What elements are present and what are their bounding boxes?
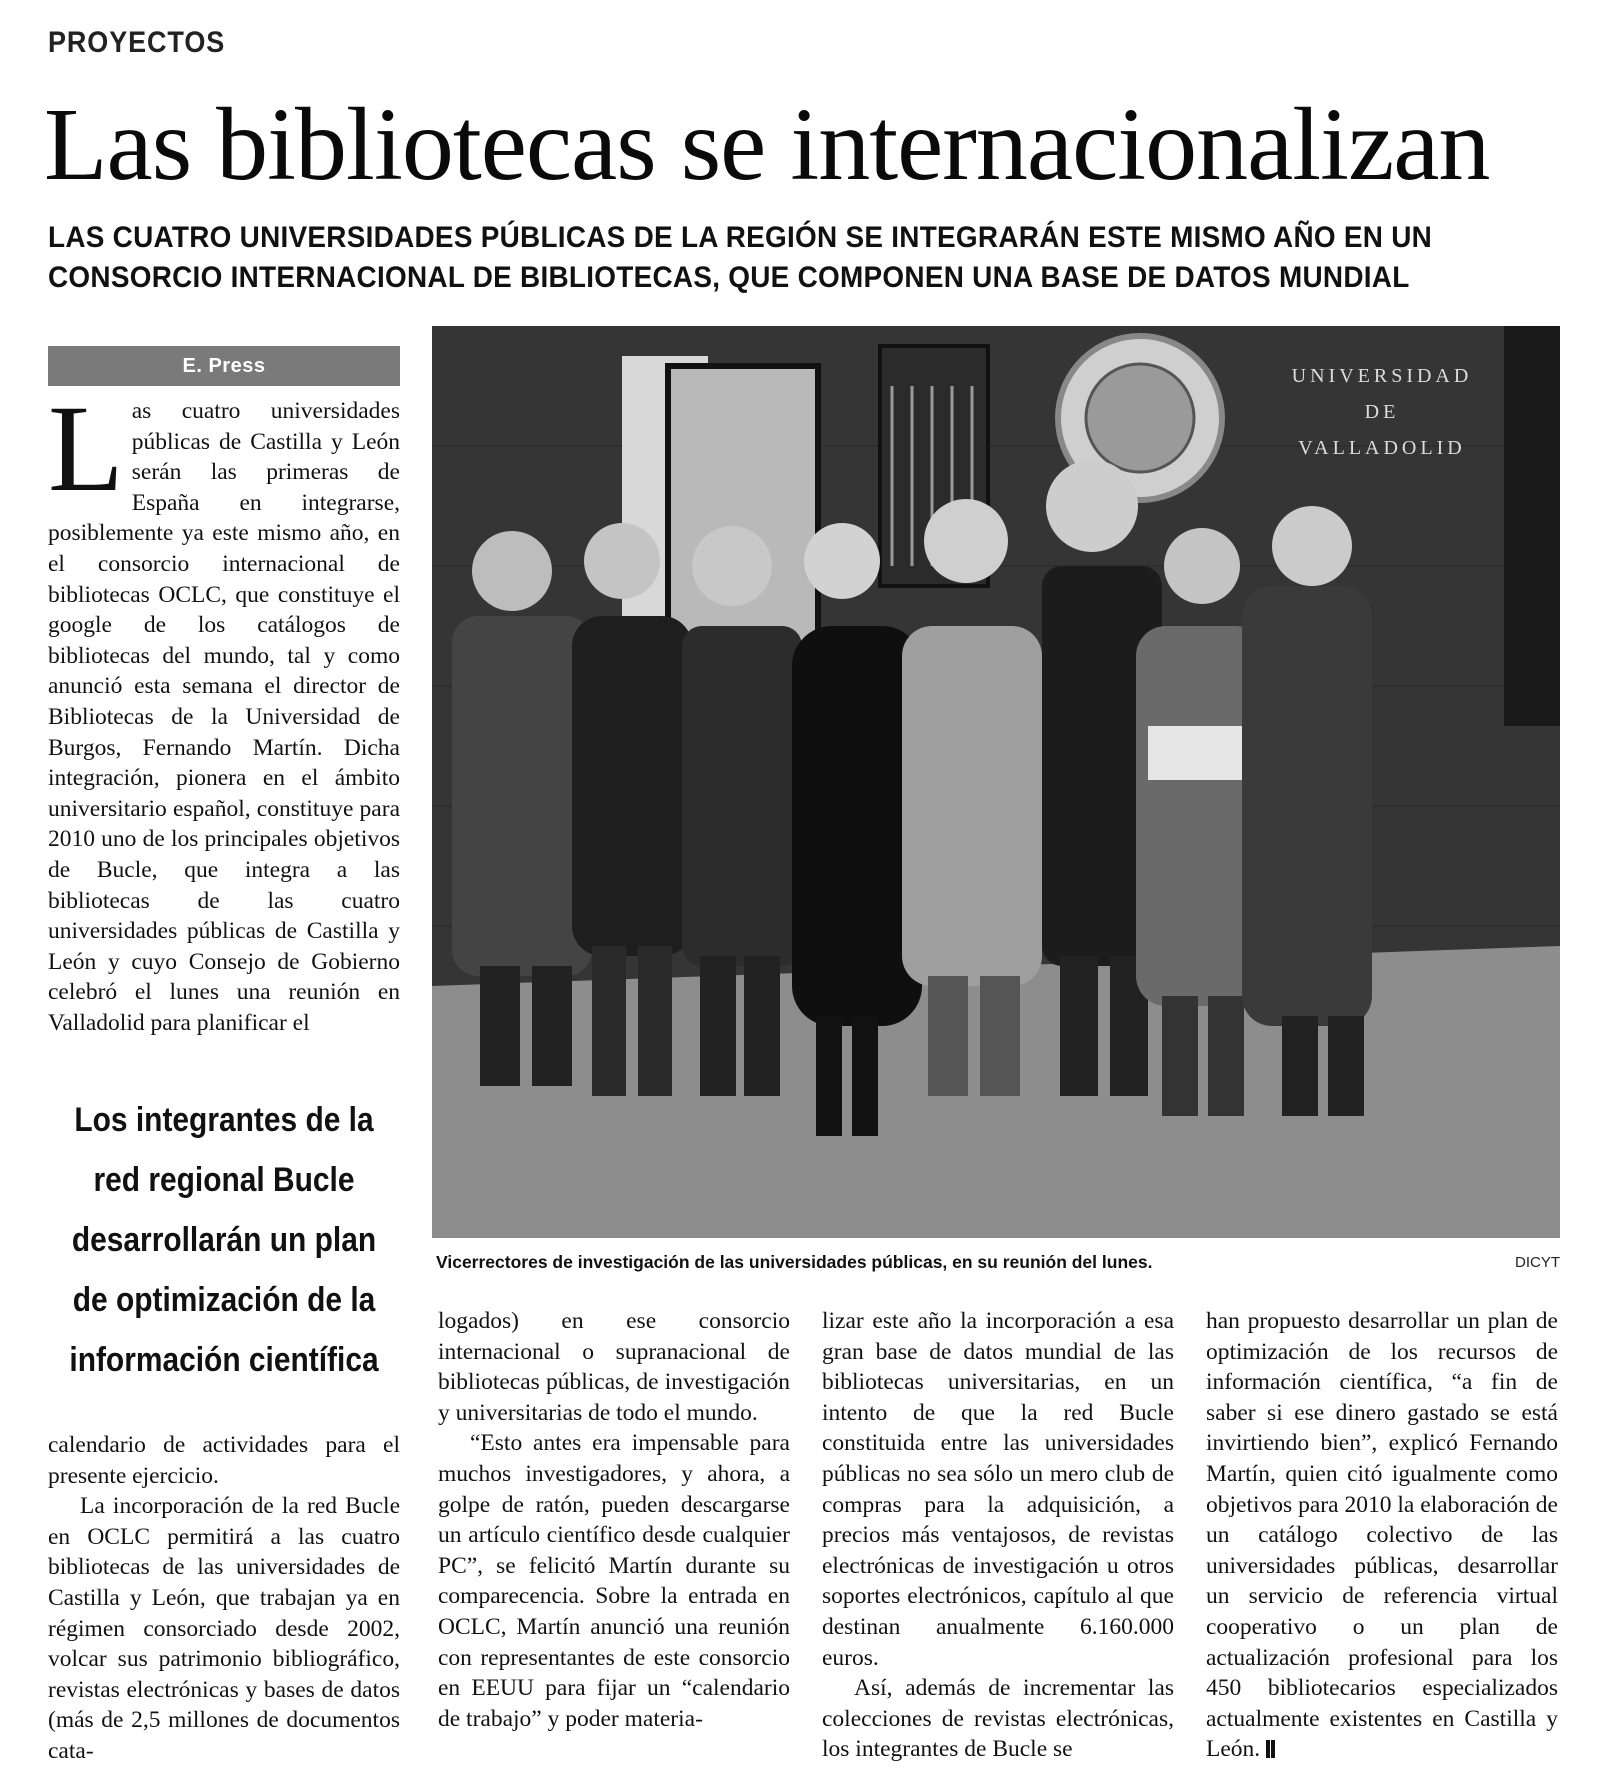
body-column-2 xyxy=(438,1306,790,1776)
drop-cap: L xyxy=(48,396,124,517)
body-column-3 xyxy=(822,1306,1174,1776)
byline: E. Press xyxy=(48,346,400,386)
photo-credit: DICYT xyxy=(1515,1254,1560,1271)
paragraph: “Esto antes era impensable para muchos investigadores, y ahora, a golpe de ratón, pueden descargarse un artículo científico desde cualquier PC”, se felicitó Martín durante su comparecencia. Sobre la entrada en OCLC, Martín anunció una reunión con representantes de este consorcio en EEUU para fijar un “calendario de trabajo” y poder materia- xyxy=(438,1430,790,1732)
photo-illustration xyxy=(432,326,1560,1238)
body-column-4 xyxy=(1206,1306,1558,1776)
headline: Las bibliotecas se internacionalizan xyxy=(44,87,1490,202)
paragraph-text: han propuesto desarrollar un plan de optimización de los recursos de información científica, “a fin de saber si ese dinero gastado se está invirtiendo bien”, explicó Fernando Martín, quien citó igualmente como objetivos para 2010 la elaboración de un catálogo colectivo de las universidades públicas, desarrollar un servicio de referencia virtual cooperativo o un plan de actualización profesional para los 450 bibliotecarios especializados actualmente existentes en Castilla y León. xyxy=(1206,1308,1558,1763)
pull-quote: Los integrantes de la red regional Bucle desarrollarán un plan de optimización de la información científica xyxy=(69,1101,379,1379)
body-column-1-bottom xyxy=(48,1430,400,1774)
paragraph: La incorporación de la red Bucle en OCLC permitirá a las cuatro bibliotecas de las universidades de Castilla y León, que trabajan ya en régimen consorciado desde 2002, volcar sus patrimonio bibliográfico, revistas electrónicas y bases de datos (más de 2,5 millones de documentos cata- xyxy=(48,1493,400,1764)
wall-sign-line-3: VALLADOLID xyxy=(1298,437,1466,459)
photo-caption: Vicerrectores de investigación de las universidades públicas, en su reunión del lunes. xyxy=(436,1252,1153,1272)
deck: LAS CUATRO UNIVERSIDADES PÚBLICAS DE LA REGIÓN SE INTEGRARÁN ESTE MISMO AÑO EN UN CONSORCIO INTERNACIONAL DE BIBLIOTECAS, QUE COMPONEN UNA BASE DE DATOS MUNDIAL xyxy=(48,221,1433,294)
paragraph: calendario de actividades para el presente ejercicio. xyxy=(48,1432,400,1489)
paragraph: logados) en ese consorcio internacional o supranacional de bibliotecas públicas, de investigación y universitarias de todo el mundo. xyxy=(438,1308,790,1426)
paragraph: Así, además de incrementar las colecciones de revistas electrónicas, los integrantes de Bucle se xyxy=(822,1675,1174,1763)
paragraph xyxy=(1206,1306,1558,1765)
end-mark-icon xyxy=(1266,1740,1275,1758)
body-column-1-top xyxy=(48,396,400,1044)
section-label: PROYECTOS xyxy=(48,26,226,59)
flag xyxy=(1504,326,1560,726)
news-photo xyxy=(432,326,1560,1238)
wall-sign-line-2: DE xyxy=(1364,401,1400,423)
paragraph: as cuatro universidades públicas de Castilla y León serán las primeras de España en integrarse, posiblemente ya este mismo año, en el consorcio internacional de bibliotecas OCLC, que constituye el google de los catálogos de bibliotecas del mundo, tal y como anunció esta semana el director de Bibliotecas de la Universidad de Burgos, Fernando Martín. Dicha integración, pionera en el ámbito universitario español, constituye para 2010 uno de los principales objetivos de Bucle, que integra a las bibliotecas de las cuatro universidades públicas de Castilla y León y cuyo Consejo de Gobierno celebró el lunes una reunión en Valladolid para planificar el xyxy=(48,398,400,1036)
paragraph: lizar este año la incorporación a esa gran base de datos mundial de las bibliotecas universitarias, en un intento de que la red Bucle constituida entre las universidades públicas no sea sólo un mero club de compras para la adquisición, a precios más ventajosos, de revistas electrónicas de investigación u otros soportes electrónicos, capítulo al que destinan anualmente 6.160.000 euros. xyxy=(822,1308,1174,1671)
wall-sign-line-1: UNIVERSIDAD xyxy=(1291,365,1473,387)
